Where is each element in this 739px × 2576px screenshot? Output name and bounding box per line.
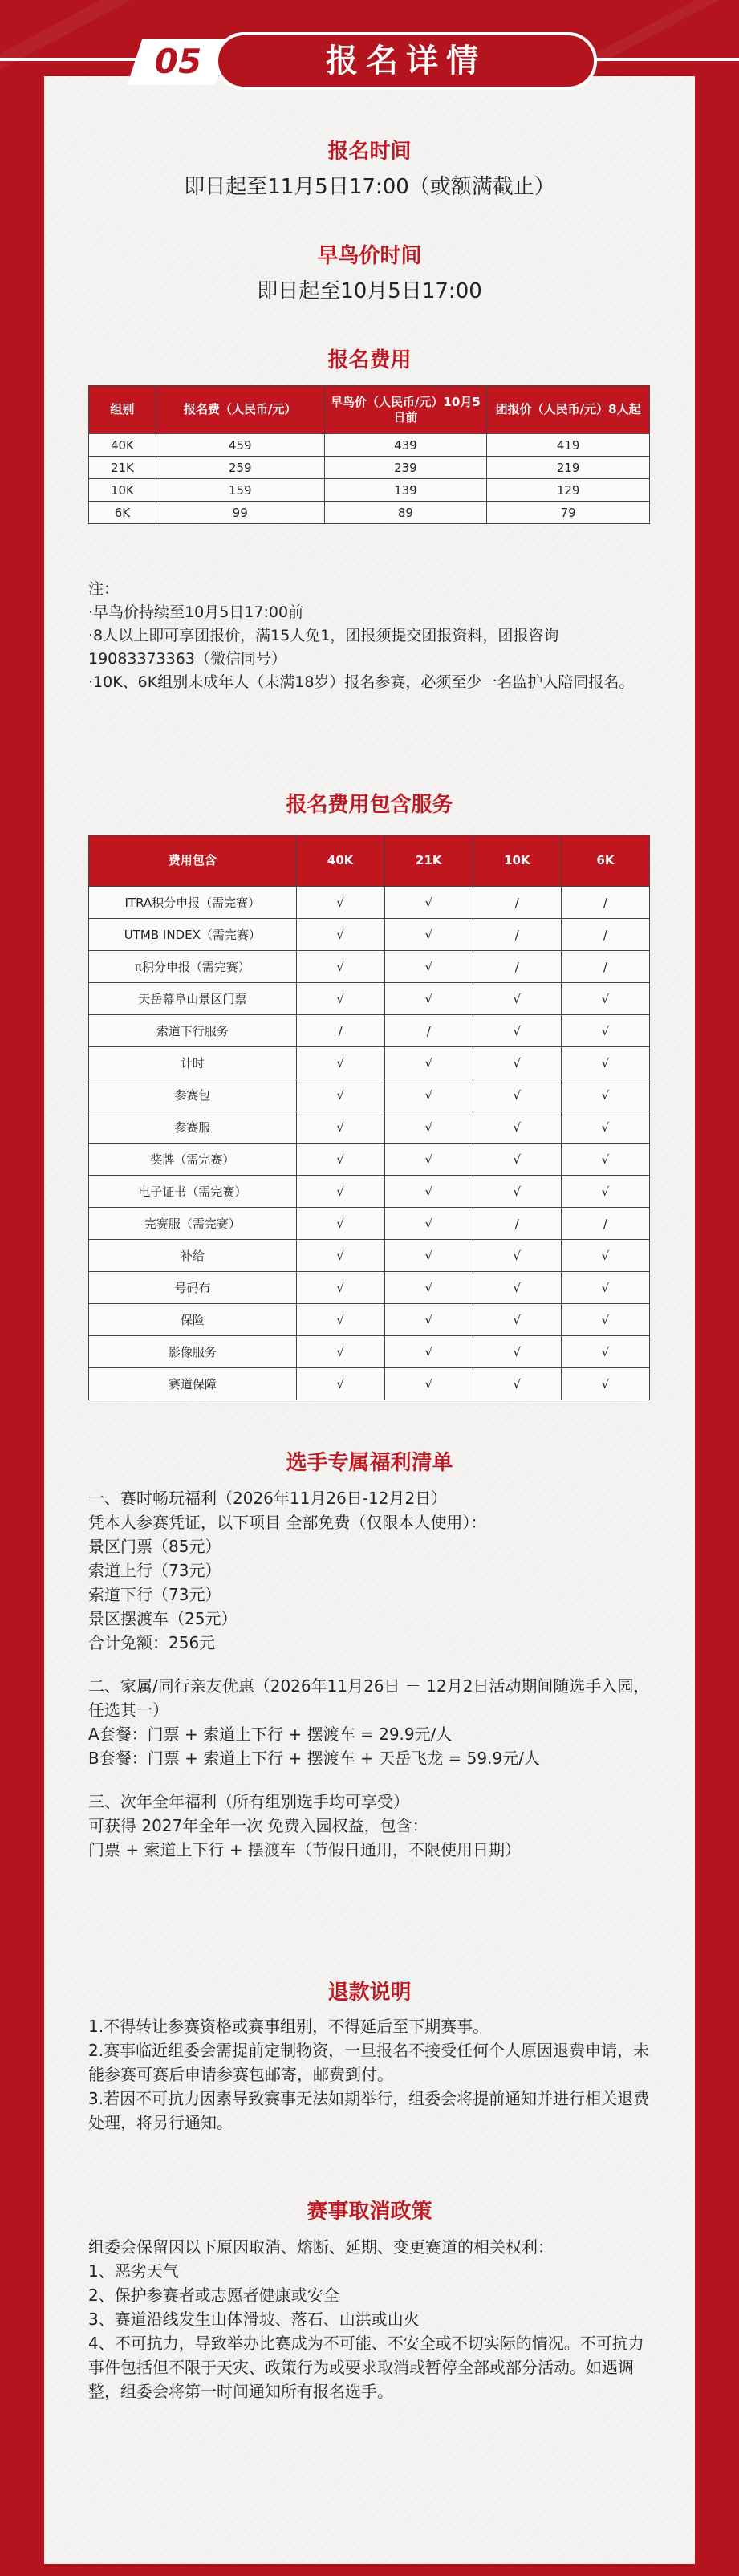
table-cell: √: [561, 1336, 649, 1368]
table-cell: 129: [487, 479, 650, 502]
table-cell: 补给: [89, 1240, 297, 1272]
table-row: [89, 502, 650, 524]
table-cell: π积分申报（需完赛）: [89, 951, 297, 983]
refund-line: 2.赛事临近组委会需提前定制物资，一旦报名不接受任何个人原因退费申请，未能参赛可赛后申请参赛包邮寄，邮费到付。: [88, 2041, 650, 2084]
benefit-line: [88, 1655, 654, 1674]
column-header: 21K: [384, 835, 473, 887]
refund-line: 3.若因不可抗力因素导致赛事无法如期举行，组委会将提前通知并进行相关退费处理，将另行通知。: [88, 2089, 650, 2132]
table-cell: √: [561, 1079, 649, 1111]
table-cell: √: [296, 1047, 384, 1079]
table-cell: √: [384, 1272, 473, 1304]
table-cell: √: [473, 983, 561, 1015]
table-row: [89, 1368, 650, 1400]
table-cell: 赛道保障: [89, 1368, 297, 1400]
cancel-line: 3、赛道沿线发生山体滑坡、落石、山洪或山火: [88, 2310, 420, 2329]
table-cell: √: [561, 1047, 649, 1079]
table-row: [89, 1111, 650, 1144]
benefit-line: 三、次年全年福利（所有组别选手均可享受）: [88, 1792, 409, 1811]
benefit-line: B套餐：门票 + 索道上下行 + 摆渡车 + 天岳飞龙 = 59.9元/人: [88, 1749, 540, 1768]
table-cell: /: [384, 1015, 473, 1047]
table-cell: √: [384, 887, 473, 919]
table-row: [89, 1304, 650, 1336]
table-cell: /: [473, 951, 561, 983]
table-cell: 6K: [89, 502, 156, 524]
table-cell: √: [296, 951, 384, 983]
table-cell: /: [473, 887, 561, 919]
table-cell: √: [561, 1368, 649, 1400]
table-cell: √: [561, 1111, 649, 1144]
column-header: 6K: [561, 835, 649, 887]
column-header: 费用包含: [89, 835, 297, 887]
benefits-list: [88, 1486, 654, 1862]
table-cell: √: [561, 1240, 649, 1272]
cancel-line: 组委会保留因以下原因取消、熔断、延期、变更赛道的相关权利：: [88, 2237, 554, 2257]
table-row: [89, 479, 650, 502]
table-cell: ITRA积分申报（需完赛）: [89, 887, 297, 919]
table-cell: √: [473, 1015, 561, 1047]
table-cell: √: [296, 1240, 384, 1272]
fee-table: [88, 385, 650, 524]
table-cell: 电子证书（需完赛）: [89, 1176, 297, 1208]
table-cell: √: [296, 1336, 384, 1368]
benefits-title: 选手专属福利清单: [286, 1451, 453, 1475]
table-cell: √: [296, 1368, 384, 1400]
table-cell: 419: [487, 434, 650, 457]
table-row: [89, 1015, 650, 1047]
table-cell: √: [561, 1144, 649, 1176]
table-cell: /: [473, 1208, 561, 1240]
table-cell: √: [296, 983, 384, 1015]
cancel-line: 4、不可抗力，导致举办比赛成为不可能、不安全或不切实际的情况。不可抗力事件包括但不限于天灾、政策行为或要求取消或暂停全部或部分活动。如遇调整，组委会将第一时间通知所有报名选手。: [88, 2334, 644, 2401]
benefit-line: 索道上行（73元）: [88, 1561, 221, 1580]
benefit-line: 索道下行（73元）: [88, 1585, 221, 1604]
benefit-line: 二、家属/同行亲友优惠（2026年11月26日 － 12月2日活动期间随选手入园，任选其一）: [88, 1676, 650, 1720]
table-cell: √: [473, 1240, 561, 1272]
table-cell: √: [296, 1304, 384, 1336]
table-cell: 号码布: [89, 1272, 297, 1304]
table-cell: 计时: [89, 1047, 297, 1079]
table-cell: 79: [487, 502, 650, 524]
table-cell: √: [384, 1336, 473, 1368]
refund-list: [88, 2014, 654, 2135]
table-cell: √: [473, 1336, 561, 1368]
table-cell: √: [296, 1111, 384, 1144]
table-row: [89, 1079, 650, 1111]
table-cell: 天岳幕阜山景区门票: [89, 983, 297, 1015]
cancel-title: 赛事取消政策: [307, 2200, 432, 2224]
benefit-line: 凭本人参赛凭证，以下项目 全部免费（仅限本人使用）：: [88, 1513, 487, 1532]
fees-title: 报名费用: [327, 348, 412, 372]
table-cell: /: [561, 919, 649, 951]
benefit-line: 门票 + 索道上下行 + 摆渡车（节假日通用，不限使用日期）: [88, 1840, 521, 1859]
table-cell: 索道下行服务: [89, 1015, 297, 1047]
table-row: [89, 457, 650, 479]
services-table-header: [89, 835, 650, 887]
table-row: [89, 1176, 650, 1208]
table-cell: 保险: [89, 1304, 297, 1336]
table-cell: √: [296, 1272, 384, 1304]
cancel-list: [88, 2235, 654, 2403]
table-cell: √: [473, 1047, 561, 1079]
table-cell: √: [473, 1111, 561, 1144]
column-header: 40K: [296, 835, 384, 887]
table-cell: 139: [324, 479, 487, 502]
services-title: 报名费用包含服务: [286, 793, 453, 817]
benefit-line: [88, 1770, 654, 1790]
table-cell: /: [473, 919, 561, 951]
table-cell: 99: [156, 502, 324, 524]
column-header: 组别: [89, 386, 156, 434]
table-row: [89, 919, 650, 951]
table-cell: 参赛服: [89, 1111, 297, 1144]
table-cell: √: [296, 1079, 384, 1111]
table-cell: UTMB INDEX（需完赛）: [89, 919, 297, 951]
fee-note: ·10K、6K组别未成年人（未满18岁）报名参赛，必须至少一名监护人陪同报名。: [88, 673, 635, 691]
benefit-line: 景区门票（85元）: [88, 1537, 221, 1556]
table-cell: √: [473, 1368, 561, 1400]
table-row: [89, 1336, 650, 1368]
table-cell: √: [561, 1015, 649, 1047]
column-header: 10K: [473, 835, 561, 887]
column-header: 早鸟价（人民币/元）10月5日前: [324, 386, 487, 434]
column-header: 团报价（人民币/元）8人起: [487, 386, 650, 434]
table-cell: √: [384, 983, 473, 1015]
fee-notes: [88, 578, 654, 694]
table-cell: 89: [324, 502, 487, 524]
benefit-line: 可获得 2027年全年一次 免费入园权益，包含：: [88, 1816, 428, 1835]
table-cell: 239: [324, 457, 487, 479]
table-cell: 219: [487, 457, 650, 479]
table-cell: √: [384, 1208, 473, 1240]
column-header: 报名费（人民币/元）: [156, 386, 324, 434]
table-row: [89, 1208, 650, 1240]
registration-time-title: 报名时间: [327, 140, 412, 164]
registration-time-value: 即日起至11月5日17:00（或额满截止）: [184, 175, 555, 199]
benefit-line: A套餐：门票 + 索道上下行 + 摆渡车 = 29.9元/人: [88, 1725, 453, 1744]
table-cell: √: [473, 1272, 561, 1304]
table-cell: √: [296, 1144, 384, 1176]
table-row: [89, 434, 650, 457]
table-cell: 459: [156, 434, 324, 457]
table-cell: √: [561, 1304, 649, 1336]
table-row: [89, 983, 650, 1015]
section-number: 05: [154, 42, 202, 81]
fee-notes-title: 注：: [88, 580, 120, 598]
table-cell: √: [561, 1176, 649, 1208]
table-cell: /: [561, 1208, 649, 1240]
early-bird-title: 早鸟价时间: [317, 244, 422, 268]
benefit-line: 一、赛时畅玩福利（2026年11月26日-12月2日）: [88, 1489, 448, 1508]
table-cell: √: [384, 919, 473, 951]
table-cell: 159: [156, 479, 324, 502]
benefit-line: 景区摆渡车（25元）: [88, 1609, 238, 1628]
table-cell: 参赛包: [89, 1079, 297, 1111]
table-row: [89, 951, 650, 983]
table-cell: √: [384, 1176, 473, 1208]
cancel-line: 2、保护参赛者或志愿者健康或安全: [88, 2285, 339, 2305]
background-streak: [573, 0, 739, 75]
table-cell: √: [384, 1144, 473, 1176]
refund-title: 退款说明: [327, 1981, 412, 2005]
table-cell: 40K: [89, 434, 156, 457]
table-cell: √: [296, 887, 384, 919]
refund-line: 1.不得转让参赛资格或赛事组别，不得延后至下期赛事。: [88, 2017, 489, 2036]
table-cell: √: [561, 1272, 649, 1304]
table-row: [89, 1047, 650, 1079]
table-cell: 21K: [89, 457, 156, 479]
table-cell: 259: [156, 457, 324, 479]
table-cell: √: [296, 1176, 384, 1208]
table-cell: √: [384, 1079, 473, 1111]
table-cell: √: [296, 919, 384, 951]
cancel-line: 1、恶劣天气: [88, 2261, 179, 2281]
table-row: [89, 1144, 650, 1176]
fee-table-header: [89, 386, 650, 434]
table-row: [89, 1272, 650, 1304]
table-cell: /: [561, 887, 649, 919]
table-cell: /: [296, 1015, 384, 1047]
services-table: [88, 835, 650, 1400]
table-cell: √: [384, 1111, 473, 1144]
table-cell: √: [473, 1144, 561, 1176]
table-cell: /: [561, 951, 649, 983]
table-cell: √: [473, 1304, 561, 1336]
table-cell: √: [384, 1368, 473, 1400]
table-cell: √: [384, 1240, 473, 1272]
table-cell: 完赛服（需完赛）: [89, 1208, 297, 1240]
page-title: 报名详情: [326, 43, 486, 79]
early-bird-value: 即日起至10月5日17:00: [257, 279, 482, 303]
table-cell: 影像服务: [89, 1336, 297, 1368]
table-cell: √: [561, 983, 649, 1015]
table-cell: √: [473, 1176, 561, 1208]
table-cell: 439: [324, 434, 487, 457]
table-cell: √: [384, 1304, 473, 1336]
table-cell: √: [384, 951, 473, 983]
table-cell: 奖牌（需完赛）: [89, 1144, 297, 1176]
table-cell: √: [384, 1047, 473, 1079]
benefit-line: 合计免额：256元: [88, 1633, 216, 1652]
table-cell: √: [473, 1079, 561, 1111]
table-cell: 10K: [89, 479, 156, 502]
fee-note: ·8人以上即可享团报价，满15人免1，团报须提交团报资料，团报咨询19083373363（微信同号）: [88, 627, 559, 668]
table-row: [89, 887, 650, 919]
table-row: [89, 1240, 650, 1272]
fee-note: ·早鸟价持续至10月5日17:00前: [88, 603, 304, 621]
table-cell: √: [296, 1208, 384, 1240]
